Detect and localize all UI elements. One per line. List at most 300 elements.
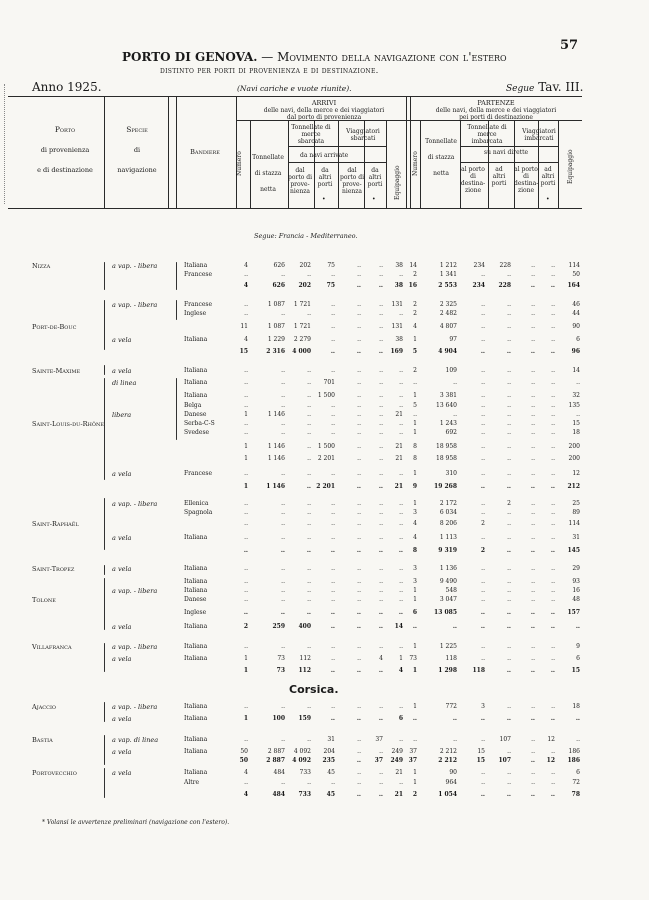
row-cell: .. — [244, 509, 248, 516]
row-cell: .. — [281, 420, 285, 427]
row-cell: 1 087 — [267, 323, 285, 330]
row-cell: .. — [379, 509, 383, 516]
row-cell: 9 319 — [438, 547, 457, 554]
row-cell: 38 — [394, 282, 403, 289]
row-cell: 1 146 — [267, 455, 285, 462]
row-specie: a vela — [112, 367, 132, 375]
row-cell: .. — [531, 779, 535, 786]
row-cell: .. — [575, 715, 580, 722]
row-cell: .. — [531, 379, 535, 386]
row-cell: 1 500 — [317, 443, 335, 450]
row-cell: 50 — [572, 271, 580, 278]
row-cell: .. — [357, 323, 361, 330]
row-cell: .. — [481, 336, 485, 343]
row-cell: .. — [531, 643, 535, 650]
row-cell: 1 — [413, 779, 417, 786]
brace — [176, 300, 177, 320]
row-cell: .. — [399, 643, 403, 650]
row-cell: 4 092 — [293, 748, 311, 755]
row-cell: .. — [281, 578, 285, 585]
row-cell: 21 — [394, 483, 403, 490]
row-cell: 164 — [567, 282, 580, 289]
row-cell: .. — [281, 402, 285, 409]
row-cell: .. — [379, 500, 383, 507]
row-cell: .. — [357, 779, 361, 786]
row-cell: 72 — [572, 779, 580, 786]
row-cell: .. — [331, 420, 335, 427]
row-cell: .. — [481, 420, 485, 427]
row-cell: .. — [530, 757, 535, 764]
row-cell: .. — [551, 301, 555, 308]
row-cell: .. — [379, 596, 383, 603]
row-cell: 1 — [413, 420, 417, 427]
row-cell: .. — [330, 667, 335, 674]
column-rule — [386, 120, 387, 208]
row-cell: .. — [481, 402, 485, 409]
row-cell: .. — [281, 534, 285, 541]
row-cell: .. — [244, 271, 248, 278]
row-cell: .. — [281, 779, 285, 786]
page-title-line2: distinto per porti di provenienza e di destinazione. — [160, 66, 379, 76]
row-cell: .. — [551, 578, 555, 585]
row-cell: 135 — [568, 402, 580, 409]
row-cell: .. — [307, 429, 311, 436]
row-cell: .. — [357, 736, 361, 743]
row-cell: 97 — [449, 336, 457, 343]
row-cell: .. — [331, 509, 335, 516]
row-bandiera: Francese — [184, 271, 213, 278]
row-cell: .. — [480, 609, 485, 616]
row-cell: 107 — [498, 757, 511, 764]
row-specie: libera — [112, 411, 132, 419]
row-bandiera: Svedese — [184, 429, 210, 436]
row-cell: .. — [244, 392, 248, 399]
row-cell: .. — [331, 500, 335, 507]
row-cell: .. — [356, 667, 361, 674]
row-cell: .. — [551, 443, 555, 450]
header-partenze: PARTENZE delle navi, della merce e dei viaggiatori pei porti di destinazione — [435, 99, 557, 121]
margin-mark — [0, 84, 5, 204]
row-cell: .. — [506, 623, 511, 630]
year-label: Anno 1925. — [32, 80, 102, 94]
row-cell: 1 — [413, 769, 417, 776]
row-cell: .. — [378, 623, 383, 630]
row-cell: .. — [507, 470, 511, 477]
row-cell: 202 — [298, 282, 311, 289]
row-cell: 1 — [412, 667, 417, 674]
row-cell: 75 — [326, 282, 335, 289]
row-cell: 73 — [409, 655, 417, 662]
row-bandiera: Italiana — [184, 367, 208, 374]
row-cell: 259 — [272, 623, 285, 630]
row-cell: .. — [550, 282, 555, 289]
row-cell: .. — [506, 791, 511, 798]
row-cell: .. — [551, 310, 555, 317]
row-cell: 2 — [413, 367, 417, 374]
row-cell: .. — [379, 429, 383, 436]
row-porto: Sainte-Maxime — [32, 367, 81, 375]
header-tonn-stazza-arrivi: Tonnellate di stazza netta — [252, 154, 284, 193]
row-bandiera: Italiana — [184, 587, 208, 594]
row-cell: .. — [507, 748, 511, 755]
row-cell: .. — [530, 715, 535, 722]
row-cell: .. — [531, 271, 535, 278]
brace — [104, 365, 105, 375]
row-bandiera: Italiana — [184, 565, 208, 572]
row-cell: 2 172 — [439, 500, 457, 507]
row-cell: 9 490 — [439, 578, 457, 585]
row-cell: .. — [356, 791, 361, 798]
row-bandiera: Francese — [184, 301, 213, 308]
row-cell: .. — [550, 667, 555, 674]
row-cell: 4 — [379, 655, 383, 662]
row-cell: .. — [281, 379, 285, 386]
row-cell: 234 — [472, 282, 485, 289]
row-cell: .. — [379, 420, 383, 427]
row-cell: 2 — [412, 791, 417, 798]
row-cell: .. — [413, 411, 417, 418]
row-cell: 37 — [375, 736, 383, 743]
row-cell: .. — [412, 715, 417, 722]
row-cell: 18 958 — [436, 455, 457, 462]
header-viagg-imbarcati: Viaggiatori imbarcati — [522, 128, 556, 142]
row-porto: Saint-Tropez — [32, 565, 75, 573]
row-cell: .. — [379, 379, 383, 386]
row-cell: 75 — [327, 262, 335, 269]
row-cell: .. — [331, 301, 335, 308]
row-cell: 204 — [323, 748, 335, 755]
row-cell: .. — [481, 301, 485, 308]
row-cell: .. — [281, 587, 285, 594]
brace — [104, 262, 105, 290]
header-da-navi-arrivate: da navi arrivate — [300, 152, 349, 159]
row-cell: .. — [379, 411, 383, 418]
row-bandiera: Italiana — [184, 736, 208, 743]
row-cell: 626 — [273, 262, 285, 269]
row-cell: 9 — [576, 643, 580, 650]
row-cell: 6 — [576, 769, 580, 776]
row-cell: 90 — [572, 323, 580, 330]
row-cell: .. — [307, 596, 311, 603]
row-cell: 112 — [298, 667, 311, 674]
row-cell: .. — [531, 500, 535, 507]
row-specie: a vap. - libera — [112, 587, 158, 595]
row-cell: .. — [481, 500, 485, 507]
row-cell: 1 — [243, 715, 248, 722]
row-cell: 1 225 — [439, 643, 457, 650]
row-cell: .. — [551, 470, 555, 477]
row-cell: .. — [399, 470, 403, 477]
row-cell: .. — [399, 402, 403, 409]
row-cell: 4 — [413, 323, 417, 330]
row-cell: .. — [530, 348, 535, 355]
header-arrivi: ARRIVI delle navi, della merce e dei viaggiatori dal porto di provenienza — [263, 99, 385, 121]
row-cell: .. — [530, 609, 535, 616]
row-cell: .. — [357, 455, 361, 462]
row-porto: Villafranca — [32, 643, 72, 651]
row-bandiera: Italiana — [184, 578, 208, 585]
row-cell: .. — [551, 411, 555, 418]
row-cell: .. — [357, 520, 361, 527]
row-cell: .. — [281, 500, 285, 507]
row-cell: 2 212 — [439, 748, 457, 755]
row-cell: .. — [507, 429, 511, 436]
row-bandiera: Italiana — [184, 643, 208, 650]
row-cell: .. — [480, 791, 485, 798]
row-cell: .. — [531, 565, 535, 572]
row-cell: .. — [550, 623, 555, 630]
row-cell: .. — [357, 336, 361, 343]
row-cell: .. — [357, 578, 361, 585]
row-cell: .. — [307, 565, 311, 572]
row-cell: .. — [481, 655, 485, 662]
row-cell: .. — [531, 402, 535, 409]
row-cell: .. — [531, 509, 535, 516]
row-cell: 1 — [243, 483, 248, 490]
row-cell: 118 — [445, 655, 457, 662]
header-specie: Specie di navigazione — [117, 125, 157, 174]
row-specie: di linea — [112, 379, 137, 387]
row-cell: .. — [551, 769, 555, 776]
row-cell: .. — [399, 779, 403, 786]
row-cell: .. — [399, 420, 403, 427]
row-cell: .. — [331, 565, 335, 572]
row-cell: 1 087 — [267, 301, 285, 308]
subgroup-rule — [460, 162, 558, 163]
row-cell: .. — [531, 587, 535, 594]
row-cell: .. — [281, 596, 285, 603]
row-cell: .. — [551, 655, 555, 662]
row-cell: .. — [531, 392, 535, 399]
row-cell: .. — [531, 420, 535, 427]
row-cell: .. — [481, 379, 485, 386]
row-cell: 6 — [576, 655, 580, 662]
row-cell: .. — [412, 623, 417, 630]
row-cell: .. — [307, 420, 311, 427]
row-cell: .. — [398, 547, 403, 554]
row-cell: .. — [331, 367, 335, 374]
brace — [176, 378, 177, 440]
row-cell: 2 — [507, 500, 511, 507]
row-cell: .. — [357, 587, 361, 594]
row-cell: 11 — [240, 323, 248, 330]
row-cell: 73 — [276, 667, 285, 674]
row-cell: .. — [307, 509, 311, 516]
row-cell: .. — [244, 703, 248, 710]
row-cell: .. — [379, 323, 383, 330]
row-porto: Ajaccio — [32, 703, 57, 711]
row-cell: .. — [307, 310, 311, 317]
row-cell: .. — [551, 392, 555, 399]
row-cell: 2 279 — [293, 336, 311, 343]
header-tonn-stazza-partenze: Tonnellate di stazza netta — [425, 138, 457, 177]
row-cell: 8 — [413, 455, 417, 462]
row-cell: .. — [551, 534, 555, 541]
row-cell: .. — [307, 736, 311, 743]
row-cell: 4 — [413, 520, 417, 527]
row-cell: .. — [550, 609, 555, 616]
row-cell: .. — [379, 392, 383, 399]
row-cell: .. — [530, 623, 535, 630]
row-cell: .. — [330, 609, 335, 616]
row-specie: a vela — [112, 565, 132, 573]
row-cell: 1 146 — [267, 411, 285, 418]
row-cell: .. — [481, 271, 485, 278]
row-cell: 21 — [395, 443, 403, 450]
header-ad-altri-porti-1: ad altri porti — [491, 166, 507, 187]
row-cell: .. — [506, 547, 511, 554]
row-cell: 2 325 — [439, 301, 457, 308]
row-porto: Port-de-Bouc — [32, 323, 77, 331]
row-cell: .. — [307, 779, 311, 786]
page-title — [122, 50, 507, 64]
header-numero-arrivi: Numero — [236, 151, 243, 176]
row-cell: .. — [531, 736, 535, 743]
header-equipaggio-arrivi: Equipaggio — [394, 165, 401, 200]
row-specie: a vela — [112, 623, 132, 631]
row-cell: .. — [507, 336, 511, 343]
row-cell: 6 — [576, 336, 580, 343]
row-cell: .. — [551, 323, 555, 330]
row-cell: .. — [281, 736, 285, 743]
row-cell: .. — [244, 402, 248, 409]
row-cell: .. — [481, 443, 485, 450]
row-cell: .. — [551, 565, 555, 572]
row-cell: .. — [507, 643, 511, 650]
header-al-porto-dest-2: al porto di destina-zione — [514, 166, 539, 194]
row-cell: .. — [356, 623, 361, 630]
row-cell: .. — [281, 509, 285, 516]
row-cell: 50 — [239, 757, 248, 764]
row-cell: .. — [244, 429, 248, 436]
column-rule — [338, 120, 339, 208]
row-cell: 1 146 — [266, 483, 285, 490]
row-cell: 701 — [323, 379, 335, 386]
row-cell: .. — [550, 791, 555, 798]
column-rule — [514, 120, 515, 208]
row-cell: 1 721 — [293, 301, 311, 308]
row-specie: a vap. - libera — [112, 643, 158, 651]
row-cell: .. — [531, 323, 535, 330]
row-cell: 2 — [413, 271, 417, 278]
row-porto: Tolone — [32, 596, 56, 604]
header-da-altri-porti-2: da altri porti — [367, 167, 383, 188]
row-cell: .. — [357, 643, 361, 650]
row-cell: .. — [576, 379, 580, 386]
row-cell: 12 — [572, 470, 580, 477]
row-bandiera: Spagnola — [184, 509, 213, 516]
row-cell: 3 — [481, 703, 485, 710]
row-cell: .. — [357, 402, 361, 409]
row-cell: .. — [378, 348, 383, 355]
row-cell: 1 721 — [293, 323, 311, 330]
row-cell: .. — [379, 779, 383, 786]
row-cell: .. — [331, 411, 335, 418]
row-cell: 1 113 — [439, 534, 457, 541]
row-bandiera: Danese — [184, 411, 207, 418]
row-cell: 4 807 — [439, 323, 457, 330]
row-cell: 32 — [572, 392, 580, 399]
row-cell: .. — [531, 769, 535, 776]
row-cell: .. — [452, 623, 457, 630]
row-cell: 249 — [391, 748, 403, 755]
row-cell: .. — [507, 565, 511, 572]
row-cell: .. — [244, 310, 248, 317]
row-cell: 21 — [395, 455, 403, 462]
row-cell: .. — [357, 310, 361, 317]
row-cell: .. — [331, 470, 335, 477]
row-cell: .. — [551, 779, 555, 786]
row-cell: .. — [398, 609, 403, 616]
row-cell: .. — [330, 715, 335, 722]
row-cell: .. — [399, 596, 403, 603]
row-cell: 2 201 — [317, 455, 335, 462]
row-cell: .. — [507, 379, 511, 386]
row-cell: .. — [331, 310, 335, 317]
row-cell: .. — [281, 703, 285, 710]
row-cell: .. — [331, 779, 335, 786]
row-cell: .. — [481, 643, 485, 650]
row-cell: 15 — [571, 667, 580, 674]
row-cell: .. — [307, 392, 311, 399]
row-cell: .. — [356, 715, 361, 722]
row-cell: .. — [507, 703, 511, 710]
row-cell: .. — [357, 271, 361, 278]
row-cell: .. — [379, 643, 383, 650]
header-da-altri-porti-1: da altri porti — [317, 167, 333, 188]
row-cell: .. — [244, 534, 248, 541]
row-cell: 2 201 — [316, 483, 335, 490]
row-cell: .. — [531, 655, 535, 662]
row-bandiera: Italiana — [184, 769, 208, 776]
header-merce-imbarcata: Tonnellate di merce imbarcata — [467, 124, 507, 145]
row-cell: .. — [307, 379, 311, 386]
row-cell: 212 — [567, 483, 580, 490]
row-cell: .. — [399, 429, 403, 436]
row-cell: 4 — [243, 282, 248, 289]
row-cell: .. — [379, 336, 383, 343]
row-cell: .. — [551, 703, 555, 710]
row-cell: .. — [331, 323, 335, 330]
header-numero-partenze: Numero — [412, 151, 419, 176]
row-cell: 31 — [327, 736, 335, 743]
row-cell: 1 — [413, 336, 417, 343]
row-cell: .. — [530, 282, 535, 289]
row-cell: .. — [480, 715, 485, 722]
header-bandiere: Bandiere — [190, 148, 220, 156]
row-cell: .. — [307, 643, 311, 650]
row-cell: .. — [379, 534, 383, 541]
row-cell: 200 — [568, 443, 580, 450]
row-cell: .. — [480, 348, 485, 355]
row-cell: .. — [399, 500, 403, 507]
brace — [104, 702, 105, 722]
row-specie: a vap. - libera — [112, 703, 158, 711]
row-cell: .. — [507, 392, 511, 399]
row-cell: .. — [357, 500, 361, 507]
row-cell: 4 904 — [438, 348, 457, 355]
row-cell: 157 — [567, 609, 580, 616]
row-cell: 73 — [277, 655, 285, 662]
row-cell: .. — [413, 736, 417, 743]
row-bandiera: Italiana — [184, 623, 208, 630]
row-cell: .. — [507, 323, 511, 330]
row-cell: 6 — [398, 715, 403, 722]
row-cell: 169 — [390, 348, 403, 355]
row-cell: .. — [531, 578, 535, 585]
row-cell: .. — [507, 779, 511, 786]
row-cell: 2 887 — [267, 748, 285, 755]
